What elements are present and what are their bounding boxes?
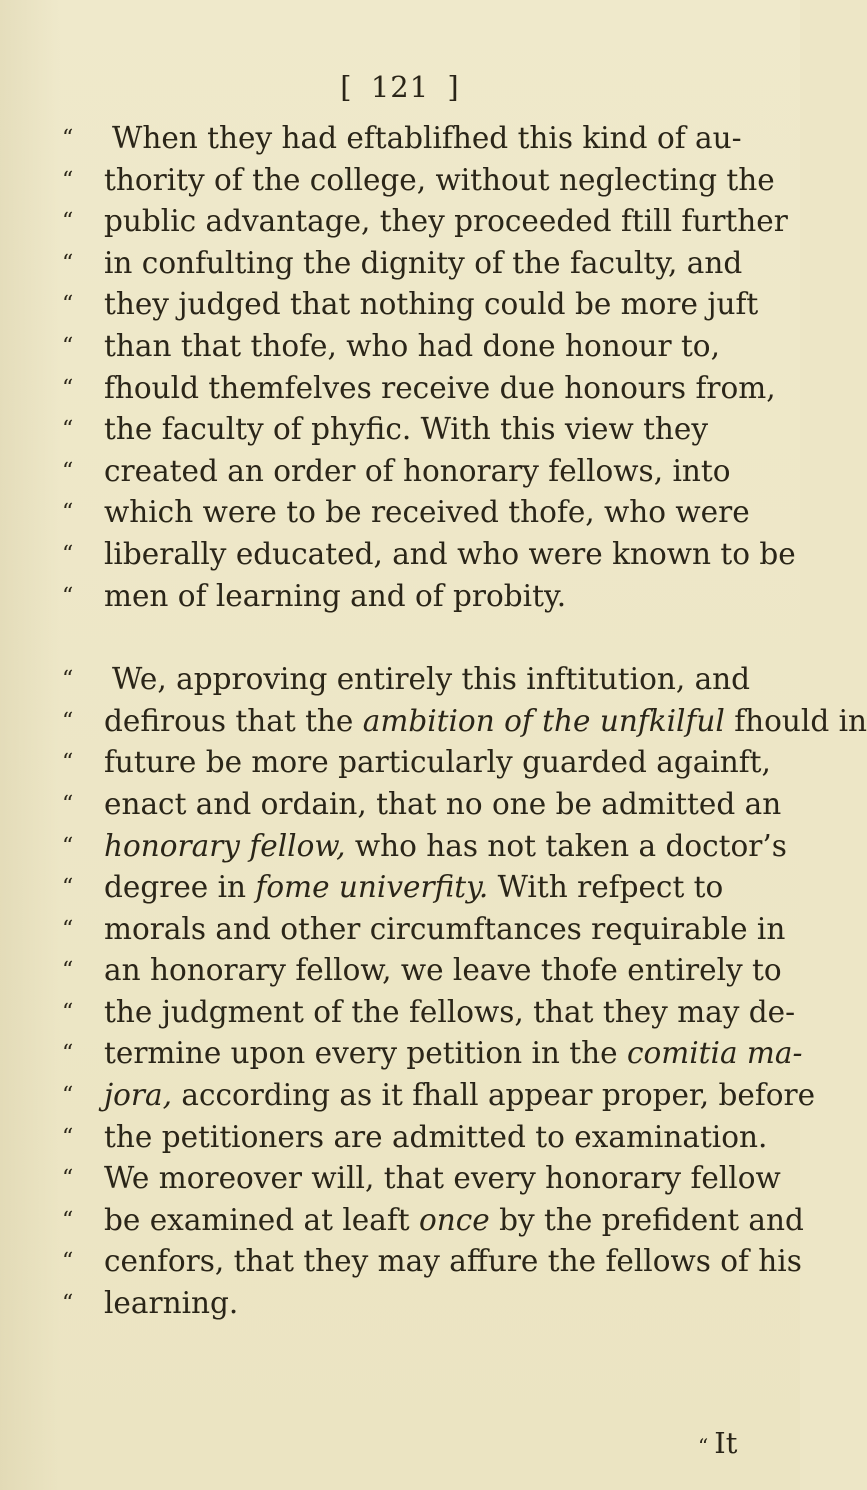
line-text: When they had eftablifhed this kind of au- <box>112 121 742 155</box>
text-run: With refpect to <box>488 870 724 905</box>
quote-mark: “ <box>62 1166 74 1192</box>
quote-mark: “ <box>62 708 74 734</box>
line-text: future be more particularly guarded againft, <box>104 745 771 780</box>
quote-mark: “ <box>62 583 74 609</box>
quote-mark: “ <box>62 209 74 235</box>
text-line <box>62 368 774 410</box>
line-text: they judged that nothing could be more juft <box>104 287 759 322</box>
line-text: which were to be received thofe, who were <box>104 495 750 530</box>
line-text: enact and ordain, that no one be admitted an <box>104 786 782 821</box>
italic-run: fome univerfity. <box>255 870 489 905</box>
text-line <box>62 784 782 826</box>
text-line <box>62 576 774 618</box>
line-text <box>104 1200 804 1242</box>
italic-run: jora, <box>104 1078 172 1113</box>
line-text: than that thofe, who had done honour to, <box>104 328 720 363</box>
quote-mark: “ <box>62 1124 74 1150</box>
line-text: thority of the college, without neglecting the <box>104 162 775 197</box>
line-text: fhould themfelves receive due honours from, <box>104 370 776 405</box>
line-text: liberally educated, and who were known to be <box>104 536 796 571</box>
italic-run: honorary fellow, <box>104 828 346 863</box>
line-text <box>104 701 867 743</box>
text-run: termine upon every petition in the <box>104 1036 627 1071</box>
quote-mark: “ <box>62 1207 74 1233</box>
catchword <box>698 1426 737 1460</box>
quote-mark: “ <box>62 833 74 859</box>
text-line <box>62 409 774 451</box>
text-line <box>62 1241 802 1283</box>
page-number: 121 <box>370 70 430 104</box>
quote-mark: “ <box>62 875 74 901</box>
line-text <box>104 826 787 868</box>
quote-mark: “ <box>62 1083 74 1109</box>
quote-mark: “ <box>62 458 74 484</box>
line-text: We moreover will, that every honorary fellow <box>104 1161 781 1196</box>
text-line <box>62 909 786 951</box>
text-line <box>62 1200 804 1242</box>
text-line <box>62 701 867 743</box>
text-line <box>62 742 774 784</box>
text-run: who has not taken a doctor’s <box>345 828 787 863</box>
text-line <box>62 451 774 493</box>
text-line <box>62 1033 803 1075</box>
text-line <box>62 201 788 243</box>
line-text: We, approving entirely this inftitution, and <box>112 662 751 697</box>
text-line <box>62 118 774 160</box>
text-line <box>62 1075 816 1117</box>
quote-mark: “ <box>62 333 74 359</box>
paragraph-gap <box>62 617 774 659</box>
line-text: public advantage, they proceeded ftill further <box>104 204 788 239</box>
text-line <box>62 992 796 1034</box>
quote-mark: “ <box>62 541 74 567</box>
quote-mark: “ <box>62 750 74 776</box>
line-text: the faculty of phyfic. With this view they <box>104 412 709 447</box>
quote-mark: “ <box>62 417 74 443</box>
page-header <box>0 70 800 104</box>
line-text: the judgment of the fellows, that they may de- <box>104 994 796 1029</box>
text-line <box>62 534 796 576</box>
text-run: degree in <box>104 870 256 905</box>
quote-mark: “ <box>62 1249 74 1275</box>
quote-mark: “ <box>698 1434 709 1458</box>
line-text: created an order of honorary fellows, into <box>104 453 731 488</box>
text-line <box>62 326 774 368</box>
text-line <box>62 659 774 701</box>
text-run: defirous that the <box>104 703 363 738</box>
line-text <box>104 1075 815 1117</box>
text-run: be examined at leaft <box>104 1202 419 1237</box>
header-close-bracket: ] <box>447 70 460 104</box>
text-line <box>62 243 774 285</box>
catchword-text: It <box>714 1426 738 1460</box>
line-text: morals and other circumftances requirable in <box>104 911 786 946</box>
italic-run: ambition of the unfkilful <box>362 703 725 738</box>
text-line <box>62 1283 774 1325</box>
italic-run: once <box>418 1202 490 1237</box>
quote-mark: “ <box>62 500 74 526</box>
quote-mark: “ <box>62 791 74 817</box>
quote-mark: “ <box>62 958 74 984</box>
quote-mark: “ <box>62 375 74 401</box>
text-line <box>62 950 782 992</box>
text-line <box>62 867 774 909</box>
line-text: cenfors, that they may affure the fellows of his <box>104 1244 802 1279</box>
header-open-bracket: [ <box>340 70 353 104</box>
quote-mark: “ <box>62 292 74 318</box>
quote-mark: “ <box>62 667 74 693</box>
quote-mark: “ <box>62 1041 74 1067</box>
quote-mark: “ <box>62 916 74 942</box>
line-text: in confulting the dignity of the faculty, and <box>104 245 743 280</box>
italic-run: comitia ma- <box>626 1036 803 1071</box>
line-text <box>104 1033 802 1075</box>
text-run: by the prefident and <box>489 1202 804 1237</box>
line-text: the petitioners are admitted to examination. <box>104 1119 768 1154</box>
line-text: an honorary fellow, we leave thofe entirely to <box>104 953 782 988</box>
line-text: men of learning and of probity. <box>104 578 567 613</box>
line-text <box>104 867 723 909</box>
text-line <box>62 1158 781 1200</box>
body-text <box>62 118 867 1325</box>
text-line <box>62 160 774 202</box>
quote-mark: “ <box>62 1291 74 1317</box>
text-line <box>62 492 774 534</box>
text-line <box>62 826 787 868</box>
text-run: fhould in <box>724 703 867 738</box>
text-run: according as it fhall appear proper, before <box>171 1078 816 1113</box>
text-line <box>62 1117 774 1159</box>
quote-mark: “ <box>62 250 74 276</box>
quote-mark: “ <box>62 167 74 193</box>
line-text: learning. <box>104 1286 239 1321</box>
quote-mark: “ <box>62 999 74 1025</box>
quote-mark: “ <box>62 126 74 151</box>
text-line <box>62 284 774 326</box>
